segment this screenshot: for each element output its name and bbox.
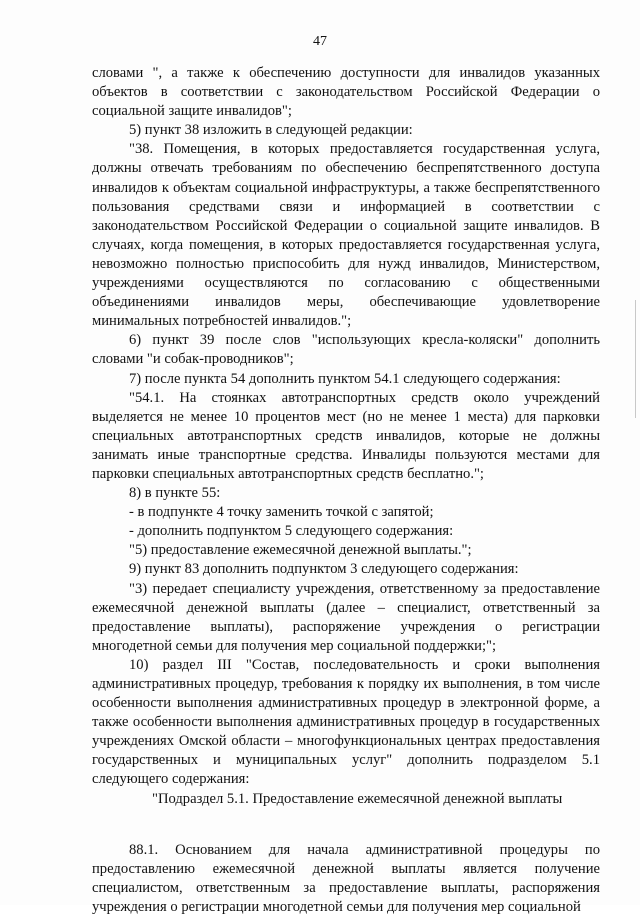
- scan-edge-mark: [635, 300, 636, 418]
- subsection-heading: "Подраздел 5.1. Предоставление ежемесячной денежной выплаты: [152, 790, 563, 807]
- paragraph-item-9: 9) пункт 83 дополнить подпунктом 3 следующего содержания:: [129, 561, 519, 578]
- paragraph-item-10: 10) раздел III "Состав, последовательность и сроки выполнения административных процедур, требования к порядку их выполнения, в том числе особенности выполнения административных процедур в электронной форме, а также особенности выполнения административных процедур в государственных учреждениях Омской области – многофункциональных центрах предоставления государственных и муниципальных услуг" дополнить подразделом 5.1 следующего содержания:: [92, 656, 600, 788]
- paragraph-subitem-3: "3) передает специалисту учреждения, ответственному за предоставление ежемесячной денежной выплаты (далее – специалист, ответственный за предоставление выплаты), распоряжение учреждения о регистрации многодетной семьи для получения мер социальной поддержки;";: [92, 580, 600, 654]
- paragraph-subitem-5-text: "5) предоставление ежемесячной денежной выплаты.";: [129, 542, 472, 559]
- paragraph-subitem-4: - в подпункте 4 точку заменить точкой с запятой;: [129, 504, 434, 521]
- paragraph-point-54-1: "54.1. На стоянках автотранспортных средств около учреждений выделяется не менее 10 процентов мест (но не менее 1 места) для парковки специальных автотранспортных средств инвалидов, которые не должны занимать иные транспортные средства. Инвалиды пользуются местами для парковки специальных автотранспортных средств бесплатно.";: [92, 389, 600, 482]
- paragraph-subitem-5-add: - дополнить подпунктом 5 следующего содержания:: [129, 523, 454, 540]
- page-number: 47: [313, 34, 327, 49]
- document-body: [92, 64, 600, 917]
- paragraph-item-8: 8) в пункте 55:: [129, 485, 221, 502]
- paragraph-item-6: 6) пункт 39 после слов "использующих кресла-коляски" дополнить словами "и собак-проводников";: [92, 332, 600, 368]
- paragraph-point-88-1: 88.1. Основанием для начала административной процедуры по предоставлению ежемесячной денежной выплаты является получение специалистом, ответственным за предоставление выплаты, распоряжения учреждения о регистрации многодетной семьи для получения мер социальной: [92, 841, 600, 915]
- paragraph-gap: [92, 809, 600, 841]
- paragraph-point-38: "38. Помещения, в которых предоставляется государственная услуга, должны отвечать требованиям по обеспечению беспрепятственного доступа инвалидов к объектам социальной инфраструктуры, а также беспрепятственного пользования средствами связи и информацией в соответствии с законодательством Российской Федерации о социальной защите инвалидов. В случаях, когда помещения, в которых предоставляется государственная услуга, невозможно полностью приспособить для нужд инвалидов, Министерством, учреждениями осуществляются по согласованию с общественными объединениями инвалидов меры, обеспечивающие удовлетворение минимальных потребностей инвалидов.";: [92, 141, 600, 330]
- paragraph-continuation: словами ", а также к обеспечению доступности для инвалидов указанных объектов в соответствии с законодательством Российской Федерации о социальной защите инвалидов";: [92, 65, 600, 120]
- paragraph-item-7: 7) после пункта 54 дополнить пунктом 54.1 следующего содержания:: [129, 370, 561, 387]
- paragraph-item-5: 5) пункт 38 изложить в следующей редакции:: [129, 122, 413, 139]
